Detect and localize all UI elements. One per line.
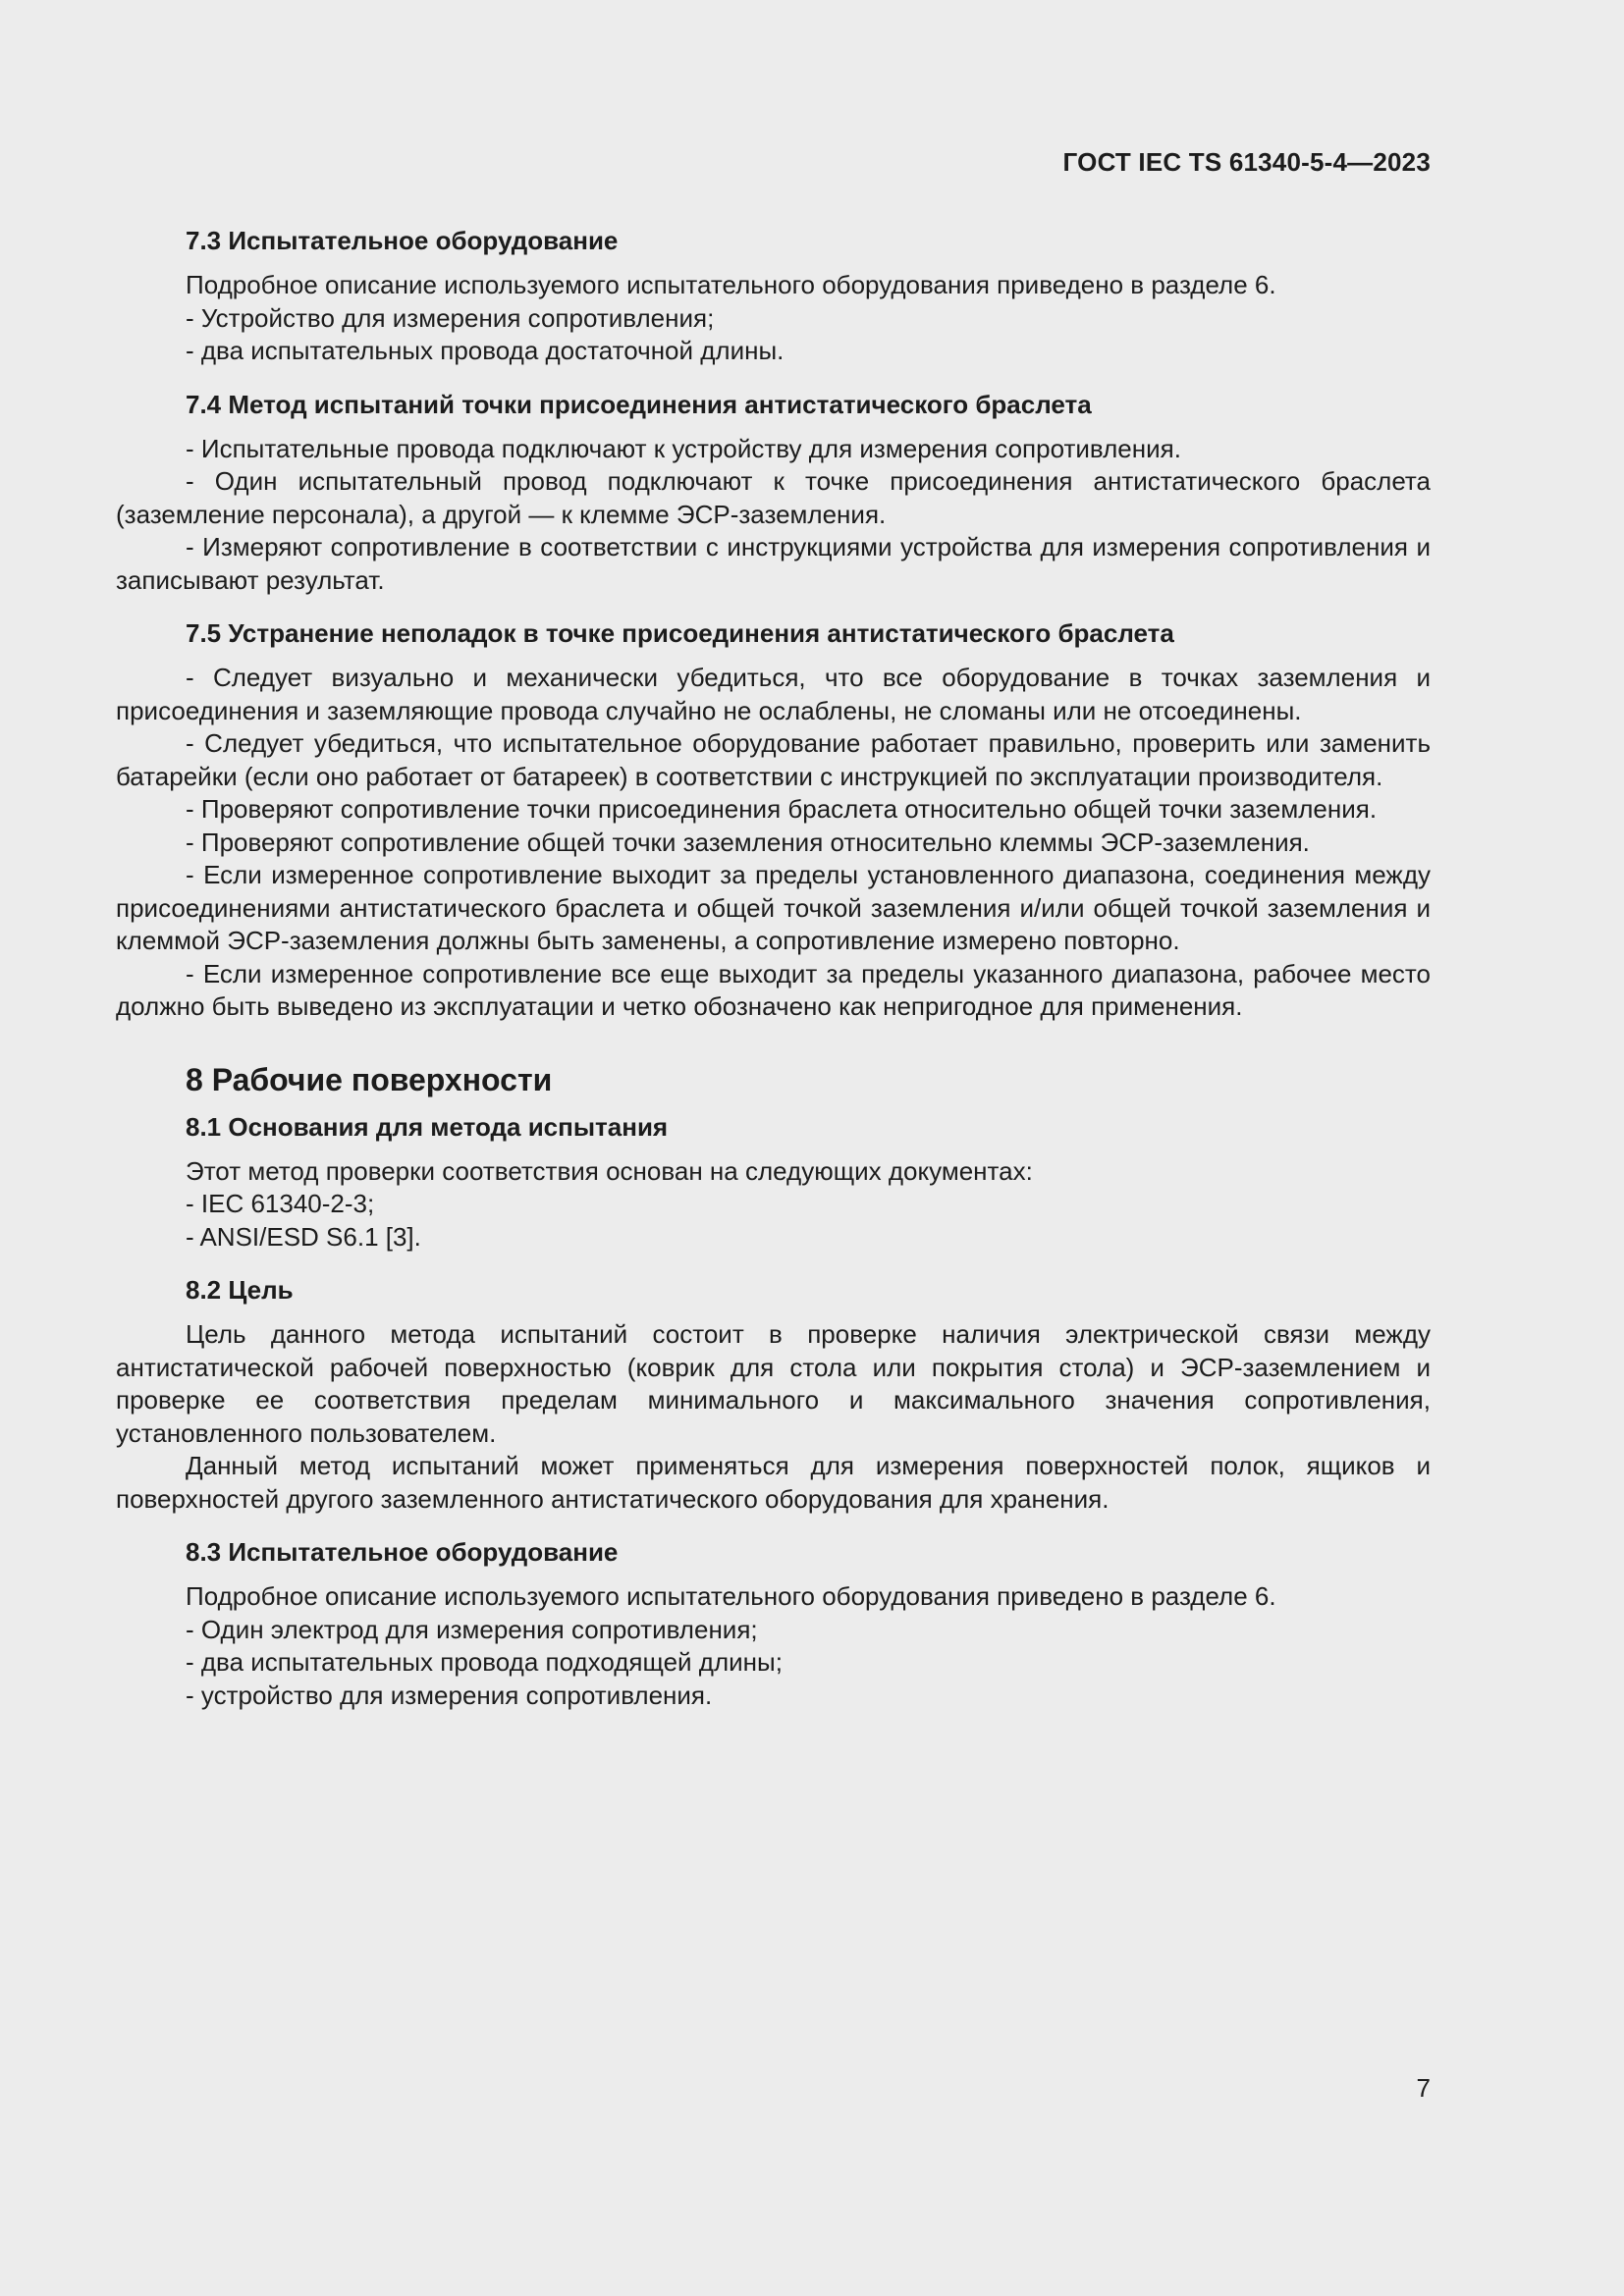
section-8-2-paragraph: Цель данного метода испытаний состоит в проверке наличия электрической связи между антистатической рабочей поверхностью (коврик для стола или покрытия стола) и ЭСР-заземлением и проверке ее соответствия пределам минимального и максимального значения сопротивления, установленного пользователем. xyxy=(116,1319,1431,1448)
section-7-5 xyxy=(116,616,1431,1024)
section-7-4-paragraph: - Измеряют сопротивление в соответствии с инструкциями устройства для измерения сопротивления и записывают результат. xyxy=(116,532,1431,595)
section-8-1-intro: Этот метод проверки соответствия основан на следующих документах: xyxy=(186,1155,1033,1186)
section-7-5-paragraph: - Если измеренное сопротивление выходит за пределы установленного диапазона, соединения между присоединениями антистатического браслета и общей точкой заземления и/или общей точкой заземления и клеммой ЭСР-заземления должны быть заменены, а сопротивление измерено повторно. xyxy=(116,860,1431,955)
section-8-1-heading: 8.1 Основания для метода испытания xyxy=(186,1111,669,1142)
section-7-4-paragraph: - Испытательные провода подключают к устройству для измерения сопротивления. xyxy=(186,433,1181,463)
section-7-3-list-item: - Устройство для измерения сопротивления; xyxy=(186,302,715,333)
page-content xyxy=(116,224,1431,1712)
section-8-3-heading: 8.3 Испытательное оборудование xyxy=(186,1537,619,1567)
section-7-4-heading: 7.4 Метод испытаний точки присоединения антистатического браслета xyxy=(186,389,1092,419)
section-7-5-paragraph: - Следует убедиться, что испытательное оборудование работает правильно, проверить или заменить батарейки (если оно работает от батареек) в соответствии с инструкцией по эксплуатации производителя. xyxy=(116,728,1431,791)
section-8-2-heading: 8.2 Цель xyxy=(186,1275,294,1305)
section-7-5-paragraph: - Проверяют сопротивление точки присоединения браслета относительно общей точки заземления. xyxy=(186,794,1378,824)
section-8-3-list-item: - устройство для измерения сопротивления. xyxy=(186,1680,713,1710)
document-code-header: ГОСТ IEC TS 61340-5-4—2023 xyxy=(1062,147,1431,177)
section-8-heading: 8 Рабочие поверхности xyxy=(186,1061,553,1097)
section-8-3-list-item: - два испытательных провода подходящей длины; xyxy=(186,1647,783,1677)
section-7-4 xyxy=(116,388,1431,598)
section-7-5-heading: 7.5 Устранение неполадок в точке присоединения антистатического браслета xyxy=(186,618,1174,648)
section-8-3-list-item: - Один электрод для измерения сопротивления; xyxy=(186,1614,758,1644)
section-8-2 xyxy=(116,1273,1431,1516)
section-7-5-paragraph: - Следует визуально и механически убедиться, что все оборудование в точках заземления и присоединения и заземляющие провода случайно не ослаблены, не сломаны или не отсоединены. xyxy=(116,663,1431,725)
section-7-3-heading: 7.3 Испытательное оборудование xyxy=(186,226,619,255)
section-8-1-list-item: - IEC 61340-2-3; xyxy=(186,1189,375,1218)
section-7-4-paragraph: - Один испытательный провод подключают к точке присоединения антистатического браслета (заземление персонала), а другой — к клемме ЭСР-заземления. xyxy=(116,466,1431,529)
section-8-3 xyxy=(116,1535,1431,1712)
section-7-5-paragraph: - Если измеренное сопротивление все еще выходит за пределы указанного диапазона, рабочее место должно быть выведено из эксплуатации и четко обозначено как непригодное для применения. xyxy=(116,958,1431,1021)
section-8-2-paragraph: Данный метод испытаний может применяться для измерения поверхностей полок, ящиков и поверхностей другого заземленного антистатического оборудования для хранения. xyxy=(116,1451,1431,1514)
section-7-3 xyxy=(116,224,1431,368)
page-number: 7 xyxy=(1416,2073,1431,2103)
section-7-3-list-item: - два испытательных провода достаточной длины. xyxy=(186,336,785,365)
section-7-3-intro: Подробное описание используемого испытательного оборудования приведено в разделе 6. xyxy=(186,270,1276,299)
section-8-3-intro: Подробное описание используемого испытательного оборудования приведено в разделе 6. xyxy=(186,1581,1276,1611)
section-7-5-paragraph: - Проверяют сопротивление общей точки заземления относительно клеммы ЭСР-заземления. xyxy=(186,827,1310,857)
section-8 xyxy=(116,1059,1431,1100)
section-8-1 xyxy=(116,1110,1431,1255)
section-8-1-list-item: - ANSI/ESD S6.1 [3]. xyxy=(186,1221,421,1252)
